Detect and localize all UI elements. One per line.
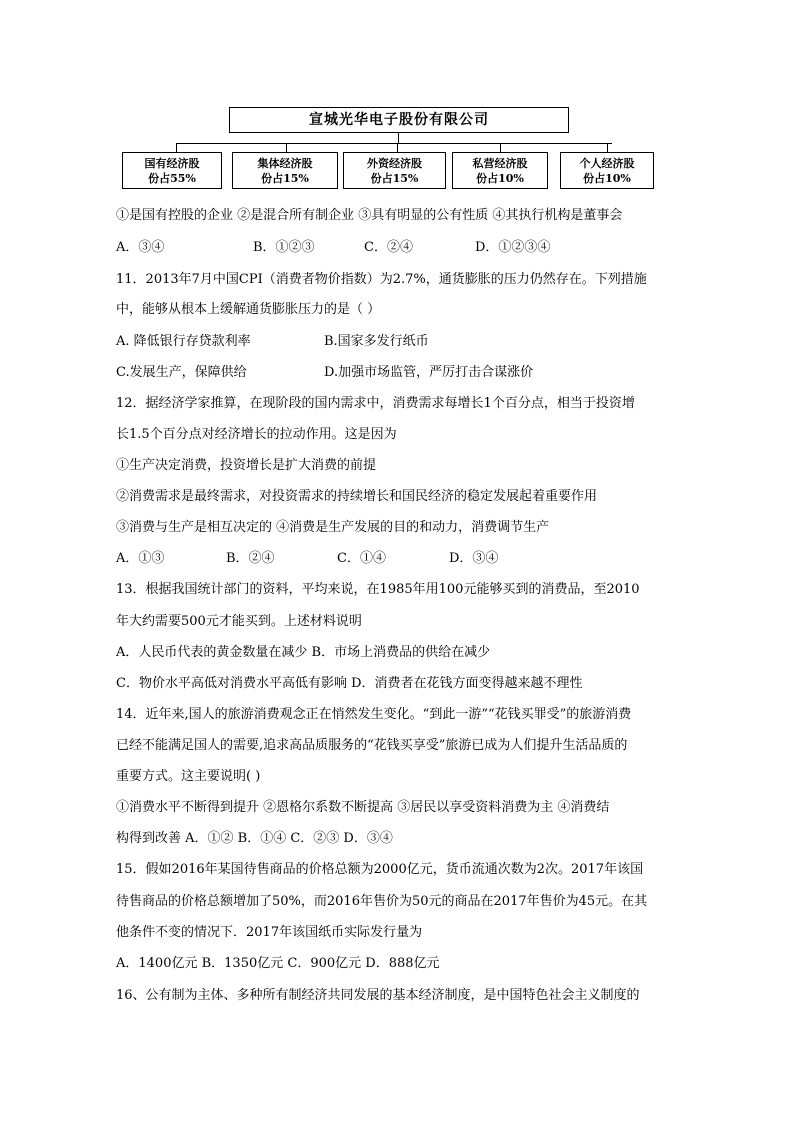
- connector-drop: [607, 143, 608, 152]
- q15-line: 15．假如2016年某国待售商品的价格总额为2000亿元，货币流通次数为2次。2017年该国: [116, 862, 644, 877]
- share-percent: 份占55%: [148, 172, 196, 185]
- share-percent: 份占10%: [583, 172, 631, 185]
- q11-line: 11．2013年7月中国CPI（消费者物价指数）为2.7%，通货膨胀的压力仍然存在。下列措施: [116, 272, 647, 287]
- q12-options: [116, 550, 498, 568]
- share-label: 外资经济股: [367, 157, 422, 170]
- q13-options-ab: A．人民币代表的黄金数量在减少 B．市场上消费品的供给在减少: [116, 645, 491, 660]
- q14-line: 14．近年来,国人的旅游消费观念正在悄然发生变化。“到此一游”“花钱买罪受”的旅游消费: [116, 707, 632, 722]
- option-c: C.发展生产，保障供给: [116, 365, 247, 380]
- company-box: 宣城光华电子股份有限公司: [229, 107, 569, 133]
- q15-options: A．1400亿元 B．1350亿元 C．900亿元 D．888亿元: [116, 956, 440, 971]
- share-box-private: [452, 152, 548, 189]
- share-label: 个人经济股: [579, 157, 635, 170]
- share-percent: 份占10%: [476, 172, 524, 185]
- share-box-individual: [560, 152, 654, 189]
- q12-line: 长1.5个百分点对经济增长的拉动作用。这是因为: [116, 427, 397, 442]
- share-label: 国有经济股: [144, 157, 200, 170]
- q16-line: 16、公有制为主体、多种所有制经济共同发展的基本经济制度，是中国特色社会主义制度的: [116, 988, 640, 1003]
- share-label: 集体经济股: [257, 157, 313, 170]
- option-a: A. 降低银行存贷款利率: [116, 334, 251, 349]
- share-box-foreign: [343, 152, 446, 189]
- option-b: B．②④: [226, 551, 275, 566]
- q14-line: 构得到改善 A．①② B．①④ C．②③ D．③④: [116, 831, 393, 846]
- connector-drop: [286, 143, 287, 152]
- option-c: C．②④: [364, 240, 413, 255]
- share-box-collective: [232, 152, 338, 189]
- share-percent: 份占15%: [370, 172, 419, 185]
- q13-line: 13．根据我国统计部门的资料，平均来说，在1985年用100元能够买到的消费品，至2010: [116, 582, 640, 597]
- q15-line: 待售商品的价格总额增加了50%，而2016年售价为50元的商品在2017年售价为45元。在其: [116, 894, 648, 909]
- connector-drop: [397, 143, 398, 152]
- option-d: D．③④: [449, 551, 499, 566]
- q11-line: 中，能够从根本上缓解通货膨胀压力的是（ ）: [116, 302, 381, 317]
- share-label: 私营经济股: [472, 157, 528, 170]
- q12-line: 12．据经济学家推算，在现阶段的国内需求中，消费需求每增长1个百分点，相当于投资增: [116, 396, 635, 411]
- connector-horizontal: [176, 143, 612, 144]
- q14-line: 已经不能满足国人的需要,追求高品质服务的“花钱买享受”旅游已成为人们提升生活品质的: [116, 738, 628, 753]
- option-b: B.国家多发行纸币: [324, 334, 429, 349]
- q12-statement: ③消费与生产是相互决定的 ④消费是生产发展的目的和动力，消费调节生产: [116, 520, 550, 535]
- connector-vertical: [398, 133, 399, 143]
- option-a: A．①③: [116, 551, 165, 566]
- ownership-diagram: [0, 0, 794, 200]
- q14-line: 重要方式。这主要说明( ): [116, 769, 261, 784]
- option-d: D．①②③④: [475, 240, 551, 255]
- q12-statement: ②消费需求是最终需求，对投资需求的持续增长和国民经济的稳定发展起着重要作用: [116, 489, 598, 504]
- q14-line: ①消费水平不断得到提升 ②恩格尔系数不断提高 ③居民以享受资料消费为主 ④消费结: [116, 800, 610, 815]
- q11-options-ab: [116, 333, 429, 351]
- share-percent: 份占15%: [261, 172, 309, 185]
- q13-options-cd: C．物价水平高低对消费水平高低有影响 D．消费者在花钱方面变得越来越不理性: [116, 676, 583, 691]
- option-a: A．③④: [116, 240, 165, 255]
- option-c: C．①④: [337, 551, 386, 566]
- connector-drop: [176, 143, 177, 152]
- q13-line: 年大约需要500元才能买到。上述材料说明: [116, 614, 362, 629]
- q12-statement: ①生产决定消费，投资增长是扩大消费的前提: [116, 458, 377, 473]
- q10-options: [116, 239, 550, 257]
- share-box-state: [122, 152, 222, 189]
- q10-statements: ①是国有控股的企业 ②是混合所有制企业 ③具有明显的公有性质 ④其执行机构是董事会: [116, 208, 623, 223]
- q15-line: 他条件不变的情况下．2017年该国纸币实际发行量为: [116, 925, 423, 940]
- connector-drop: [500, 143, 501, 152]
- q11-options-cd: [116, 364, 533, 382]
- option-b: B．①②③: [253, 240, 315, 255]
- option-d: D.加强市场监管，严厉打击合谋涨价: [324, 365, 534, 380]
